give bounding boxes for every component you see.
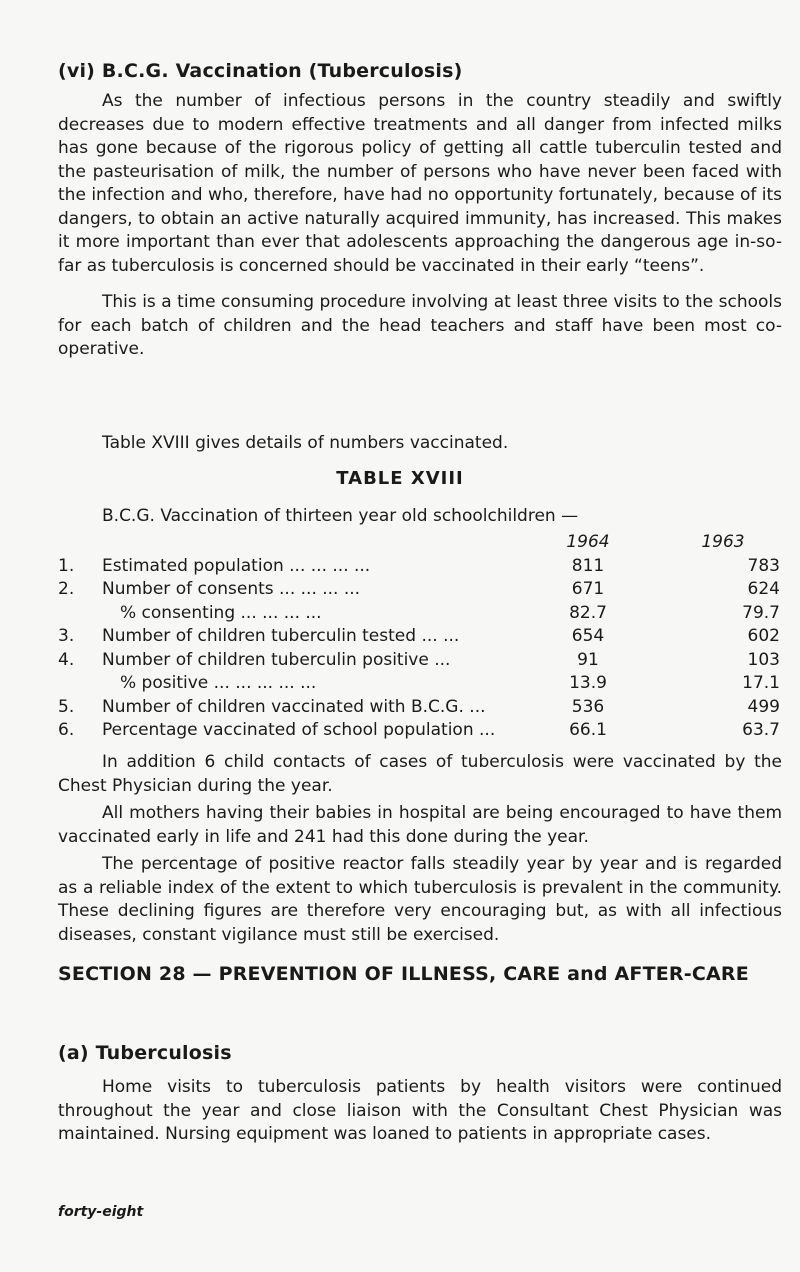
table-header-row	[58, 531, 782, 555]
row-value-1963: 63.7	[742, 720, 780, 740]
row-number: 6.	[58, 720, 75, 740]
row-label: Number of children tuberculin positive ...	[102, 649, 451, 670]
row-value-1963: 624	[747, 579, 780, 599]
row-label: Number of consents ... ... ... ...	[102, 579, 361, 599]
section-28-subheading: (a) Tuberculosis	[58, 1042, 232, 1064]
col-header-1964: 1964	[566, 532, 610, 552]
row-value-1963: 103	[747, 649, 780, 670]
table-title: TABLE XVIII	[336, 468, 464, 489]
table-row	[58, 578, 782, 602]
row-value-1963: 79.7	[742, 602, 780, 623]
row-number: 4.	[58, 649, 75, 670]
row-value-1964: 82.7	[569, 602, 607, 623]
page-footer-label: forty-eight	[58, 1204, 144, 1220]
row-value-1964: 13.9	[569, 673, 607, 693]
row-value-1964: 91	[577, 649, 599, 670]
row-value-1963: 602	[747, 626, 780, 646]
section-28-para: Home visits to tuberculosis patients by health visitors were continued throughout the year and close liaison with the Consultant Chest Physician was maintained. Nursing equipment was loaned to patients in appropriate cases.	[58, 1077, 782, 1144]
table-row	[58, 719, 782, 743]
table-row	[58, 625, 782, 649]
table-row	[58, 602, 782, 626]
section-vi-heading: (vi) B.C.G. Vaccination (Tuberculosis)	[58, 60, 463, 82]
row-label: Number of children vaccinated with B.C.G. ...	[102, 696, 486, 717]
after-table-para-3: The percentage of positive reactor falls steadily year by year and is regarded as a reliable index of the extent to which tuberculosis is prevalent in the community. These declining figures are therefore very encouraging but, as with all infectious diseases, constant vigilance must still be exercised.	[58, 854, 782, 945]
row-value-1963: 17.1	[742, 673, 780, 693]
table-row	[58, 696, 782, 720]
row-label: Number of children tuberculin tested ... ...	[102, 626, 460, 646]
section-28-heading: SECTION 28 — PREVENTION OF ILLNESS, CARE and AFTER-CARE	[58, 963, 749, 985]
row-number: 2.	[58, 579, 75, 599]
row-value-1964: 671	[571, 579, 605, 599]
section-vi-para-3: Table XVIII gives details of numbers vaccinated.	[102, 433, 509, 453]
section-vi-para-1: As the number of infectious persons in the country steadily and swiftly decreases due to modern effective treatments and all danger from infected milks has gone because of the rigorous policy of getting all cattle tuberculin tested and the pasteurisation of milk, the number of persons who have never been faced with the infection and who, therefore, have had no opportunity fortunately, because of its dangers, to obtain an active naturally acquired immunity, has increased. This makes it more important than ever that adolescents approaching the dangerous age in-so-far as tuberculosis is concerned should be vaccinated in their early “teens”.	[58, 91, 782, 276]
row-number: 1.	[58, 555, 75, 576]
row-label: Estimated population ... ... ... ...	[102, 555, 371, 576]
after-table-para-2: All mothers having their babies in hospital are being encouraged to have them vaccinated early in life and 241 had this done during the year.	[58, 803, 782, 847]
row-value-1963: 499	[747, 696, 780, 717]
row-number: 5.	[58, 696, 75, 717]
table-row	[58, 672, 782, 696]
table-row	[58, 555, 782, 579]
vaccination-table	[58, 531, 782, 743]
after-table-para-1: In addition 6 child contacts of cases of tuberculosis were vaccinated by the Chest Physician during the year.	[58, 752, 782, 796]
table-subtitle: B.C.G. Vaccination of thirteen year old schoolchildren —	[102, 506, 579, 526]
col-header-1963: 1963	[701, 532, 745, 552]
section-vi-para-2: This is a time consuming procedure involving at least three visits to the schools for each batch of children and the head teachers and staff have been most co-operative.	[58, 292, 782, 359]
row-value-1964: 654	[571, 626, 605, 646]
row-value-1964: 66.1	[569, 720, 607, 740]
table-row	[58, 649, 782, 673]
row-label: Percentage vaccinated of school population ...	[102, 720, 496, 740]
row-number: 3.	[58, 626, 75, 646]
row-value-1963: 783	[747, 555, 780, 576]
row-value-1964: 811	[571, 555, 605, 576]
row-value-1964: 536	[571, 696, 605, 717]
row-label: % positive ... ... ... ... ...	[120, 673, 317, 693]
row-label: % consenting ... ... ... ...	[120, 602, 322, 623]
